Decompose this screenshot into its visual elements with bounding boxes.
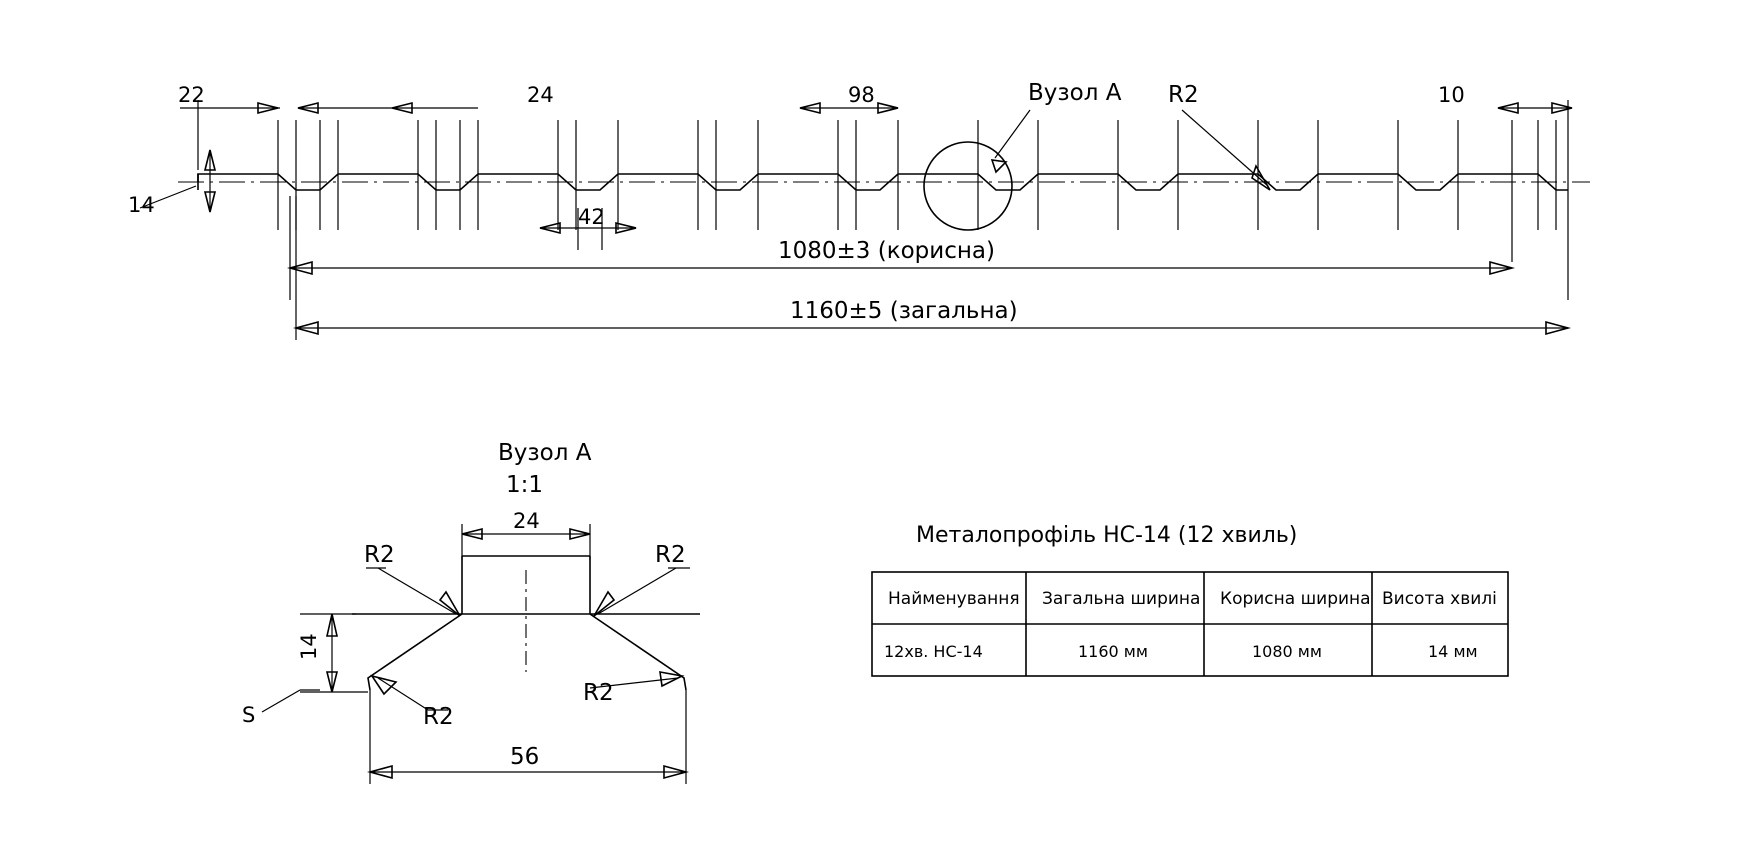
dim-98-label: 98 [848, 83, 875, 107]
dim-98 [800, 83, 898, 113]
spec-table-group [872, 523, 1508, 676]
detail-r2-bottom-left-label: R2 [423, 704, 454, 730]
spec-col-0: Найменування [888, 589, 1020, 609]
dim-24-label: 24 [527, 83, 554, 107]
detail-r2-top-left [364, 542, 460, 616]
spec-col-3: Висота хвилі [1382, 589, 1497, 609]
dim-useful-width [290, 238, 1512, 274]
spec-caption: Металопрофіль НС-14 (12 хвиль) [916, 523, 1298, 548]
dim-22 [178, 83, 280, 113]
detail-title: Вузол А [498, 440, 592, 466]
dim-42-label: 42 [578, 205, 605, 229]
detail-dim-24 [462, 509, 590, 560]
table-row [884, 642, 1478, 661]
spec-cell-0-0: 12хв. НС-14 [884, 642, 983, 661]
detail-dim-24-label: 24 [513, 509, 540, 533]
detail-dim-14 [297, 614, 368, 692]
dim-42 [540, 205, 636, 250]
spec-cell-0-1: 1160 мм [1078, 642, 1148, 661]
dim-useful-label: 1080±3 (корисна) [778, 238, 995, 264]
detail-dim-14-label: 14 [297, 633, 321, 660]
spec-cell-0-3: 14 мм [1428, 642, 1478, 661]
dim-10-label: 10 [1438, 83, 1465, 107]
detail-outline [368, 614, 686, 690]
dim-10 [1438, 83, 1572, 113]
dim-14 [128, 150, 215, 217]
callout-r2-top-label: R2 [1168, 82, 1199, 108]
detail-thickness-s [242, 690, 320, 727]
top-profile-view [128, 80, 1590, 340]
detail-dim-56 [370, 690, 686, 784]
detail-r2-bottom-right-label: R2 [583, 680, 614, 706]
detail-thickness-label: S [242, 703, 256, 727]
dim-22-label: 22 [178, 83, 205, 107]
detail-r2-top-right [594, 542, 690, 616]
spec-col-2: Корисна ширина [1220, 589, 1371, 609]
dim-total-label: 1160±5 (загальна) [790, 298, 1018, 324]
spec-cell-0-2: 1080 мм [1252, 642, 1322, 661]
callout-node-a-label: Вузол А [1028, 80, 1122, 106]
detail-scale: 1:1 [506, 472, 544, 498]
detail-circle-node-a [924, 80, 1122, 230]
witness-lines [198, 100, 1568, 300]
detail-view-node-a [242, 440, 700, 784]
detail-dim-56-label: 56 [510, 744, 540, 770]
detail-r2-top-right-label: R2 [655, 542, 686, 568]
detail-r2-bottom-left [372, 676, 454, 730]
dim-14-label: 14 [128, 193, 155, 217]
spec-col-1: Загальна ширина [1042, 589, 1201, 609]
detail-r2-bottom-right [583, 672, 682, 706]
detail-r2-top-left-label: R2 [364, 542, 395, 568]
dim-24 [298, 83, 554, 113]
